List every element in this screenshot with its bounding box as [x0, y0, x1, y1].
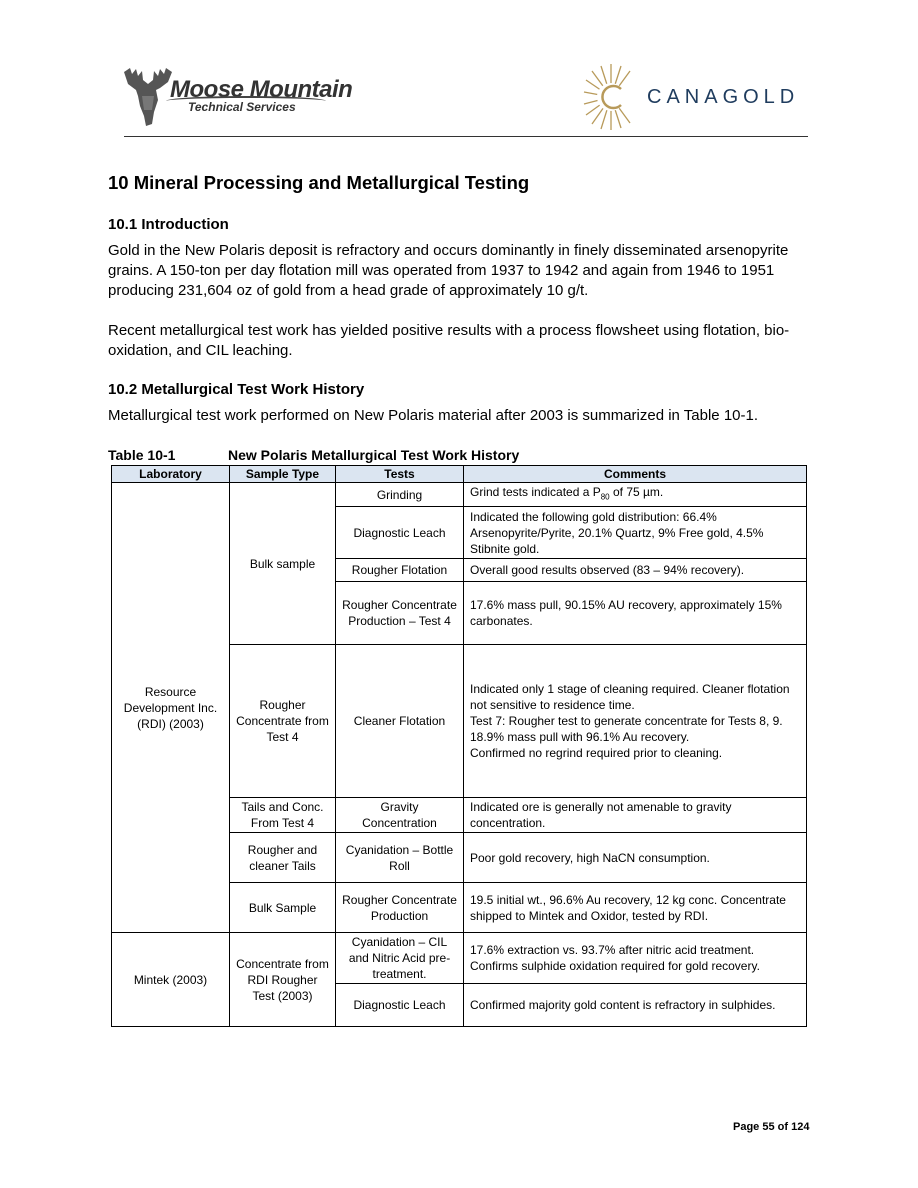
moose-icon — [118, 66, 178, 128]
comment-cell: 19.5 initial wt., 96.6% Au recovery, 12 kg conc. Concentrate shipped to Mintek and Oxidor, tested by RDI. — [464, 883, 807, 933]
moose-mountain-title: Moose Mountain — [170, 76, 353, 103]
sample-cell-bulk: Bulk sample — [230, 483, 336, 645]
canagold-logo — [583, 62, 813, 132]
comment-cell: Indicated ore is generally not amenable to gravity concentration. — [464, 798, 807, 833]
intro-paragraph-1: Gold in the New Polaris deposit is refractory and occurs dominantly in finely disseminated arsenopyrite grains. A 150-ton per day flotation mill was operated from 1937 to 1942 and again from 1946 to 1951 producing 231,604 oz of gold from a head grade of approximately 10 g/t. — [108, 242, 789, 299]
comment-line: Test 7: Rougher test to generate concentrate for Tests 8, 9. 18.9% mass pull with 96.1% Au recovery. — [470, 714, 783, 745]
comment-cell: Grind tests indicated a $P_{80}$ of 75 µm. — [464, 483, 807, 507]
comment-line: Confirmed no regrind required prior to cleaning. — [470, 746, 723, 761]
sample-cell-concentrate-rdi: Concentrate from RDI Rougher Test (2003) — [230, 933, 336, 1027]
subsection-title-history: 10.2 Metallurgical Test Work History — [108, 381, 365, 398]
comment-cell: Confirmed majority gold content is refractory in sulphides. — [464, 984, 807, 1027]
test-cell: Diagnostic Leach — [336, 984, 464, 1027]
lab-cell-rdi: Resource Development Inc. (RDI) (2003) — [112, 483, 230, 933]
comment-line: Indicated only 1 stage of cleaning required. Cleaner flotation not sensitive to residence time. — [470, 682, 790, 713]
column-header-sample-type: Sample Type — [230, 466, 336, 483]
canagold-wordmark: CANAGOLD — [647, 86, 800, 108]
lab-cell-mintek: Mintek (2003) — [112, 933, 230, 1027]
test-cell: Grinding — [336, 483, 464, 507]
intro-paragraph-2: Recent metallurgical test work has yielded positive results with a process flowsheet using flotation, bio-oxidation, and CIL leaching. — [108, 322, 790, 359]
section-title: 10 Mineral Processing and Metallurgical Testing — [108, 172, 530, 193]
table-header-row — [112, 466, 807, 483]
sample-cell-bulk-sample: Bulk Sample — [230, 883, 336, 933]
comment-cell — [464, 645, 807, 798]
test-cell: Diagnostic Leach — [336, 507, 464, 559]
column-header-laboratory: Laboratory — [112, 466, 230, 483]
test-cell: Cyanidation – CIL and Nitric Acid pre-treatment. — [336, 933, 464, 984]
test-cell: Rougher Flotation — [336, 559, 464, 582]
sample-cell-rougher-cleaner-tails: Rougher and cleaner Tails — [230, 833, 336, 883]
table-title: New Polaris Metallurgical Test Work History — [228, 447, 520, 463]
table-caption — [108, 447, 519, 463]
header-divider — [124, 136, 808, 137]
column-header-tests: Tests — [336, 466, 464, 483]
history-paragraph: Metallurgical test work performed on New Polaris material after 2003 is summarized in Table 10-1. — [108, 407, 759, 424]
column-header-comments: Comments — [464, 466, 807, 483]
comment-cell: Poor gold recovery, high NaCN consumption. — [464, 833, 807, 883]
comment-cell: 17.6% extraction vs. 93.7% after nitric acid treatment. Confirms sulphide oxidation required for gold recovery. — [464, 933, 807, 984]
comment-cell: Indicated the following gold distribution: 66.4% Arsenopyrite/Pyrite, 20.1% Quartz, 9% Free gold, 4.5% Stibnite gold. — [464, 507, 807, 559]
page-header — [0, 0, 918, 140]
test-cell: Cyanidation – Bottle Roll — [336, 833, 464, 883]
subsection-title-introduction: 10.1 Introduction — [108, 216, 229, 233]
moose-mountain-subtitle: Technical Services — [188, 100, 296, 114]
test-cell: Rougher Concentrate Production – Test 4 — [336, 582, 464, 645]
table-row — [112, 483, 807, 507]
sample-cell-rougher-concentrate: Rougher Concentrate from Test 4 — [230, 645, 336, 798]
table-row — [112, 933, 807, 984]
sunburst-icon — [583, 62, 643, 132]
page-number: Page 55 of 124 — [733, 1121, 810, 1133]
comment-cell: 17.6% mass pull, 90.15% AU recovery, approximately 15% carbonates. — [464, 582, 807, 645]
comment-cell: Overall good results observed (83 – 94% recovery). — [464, 559, 807, 582]
test-work-history-table — [111, 465, 807, 1027]
table-number: Table 10-1 — [108, 447, 176, 463]
test-cell: Rougher Concentrate Production — [336, 883, 464, 933]
test-cell: Cleaner Flotation — [336, 645, 464, 798]
test-cell: Gravity Concentration — [336, 798, 464, 833]
sample-cell-tails-conc: Tails and Conc. From Test 4 — [230, 798, 336, 833]
moose-mountain-logo — [118, 66, 353, 128]
